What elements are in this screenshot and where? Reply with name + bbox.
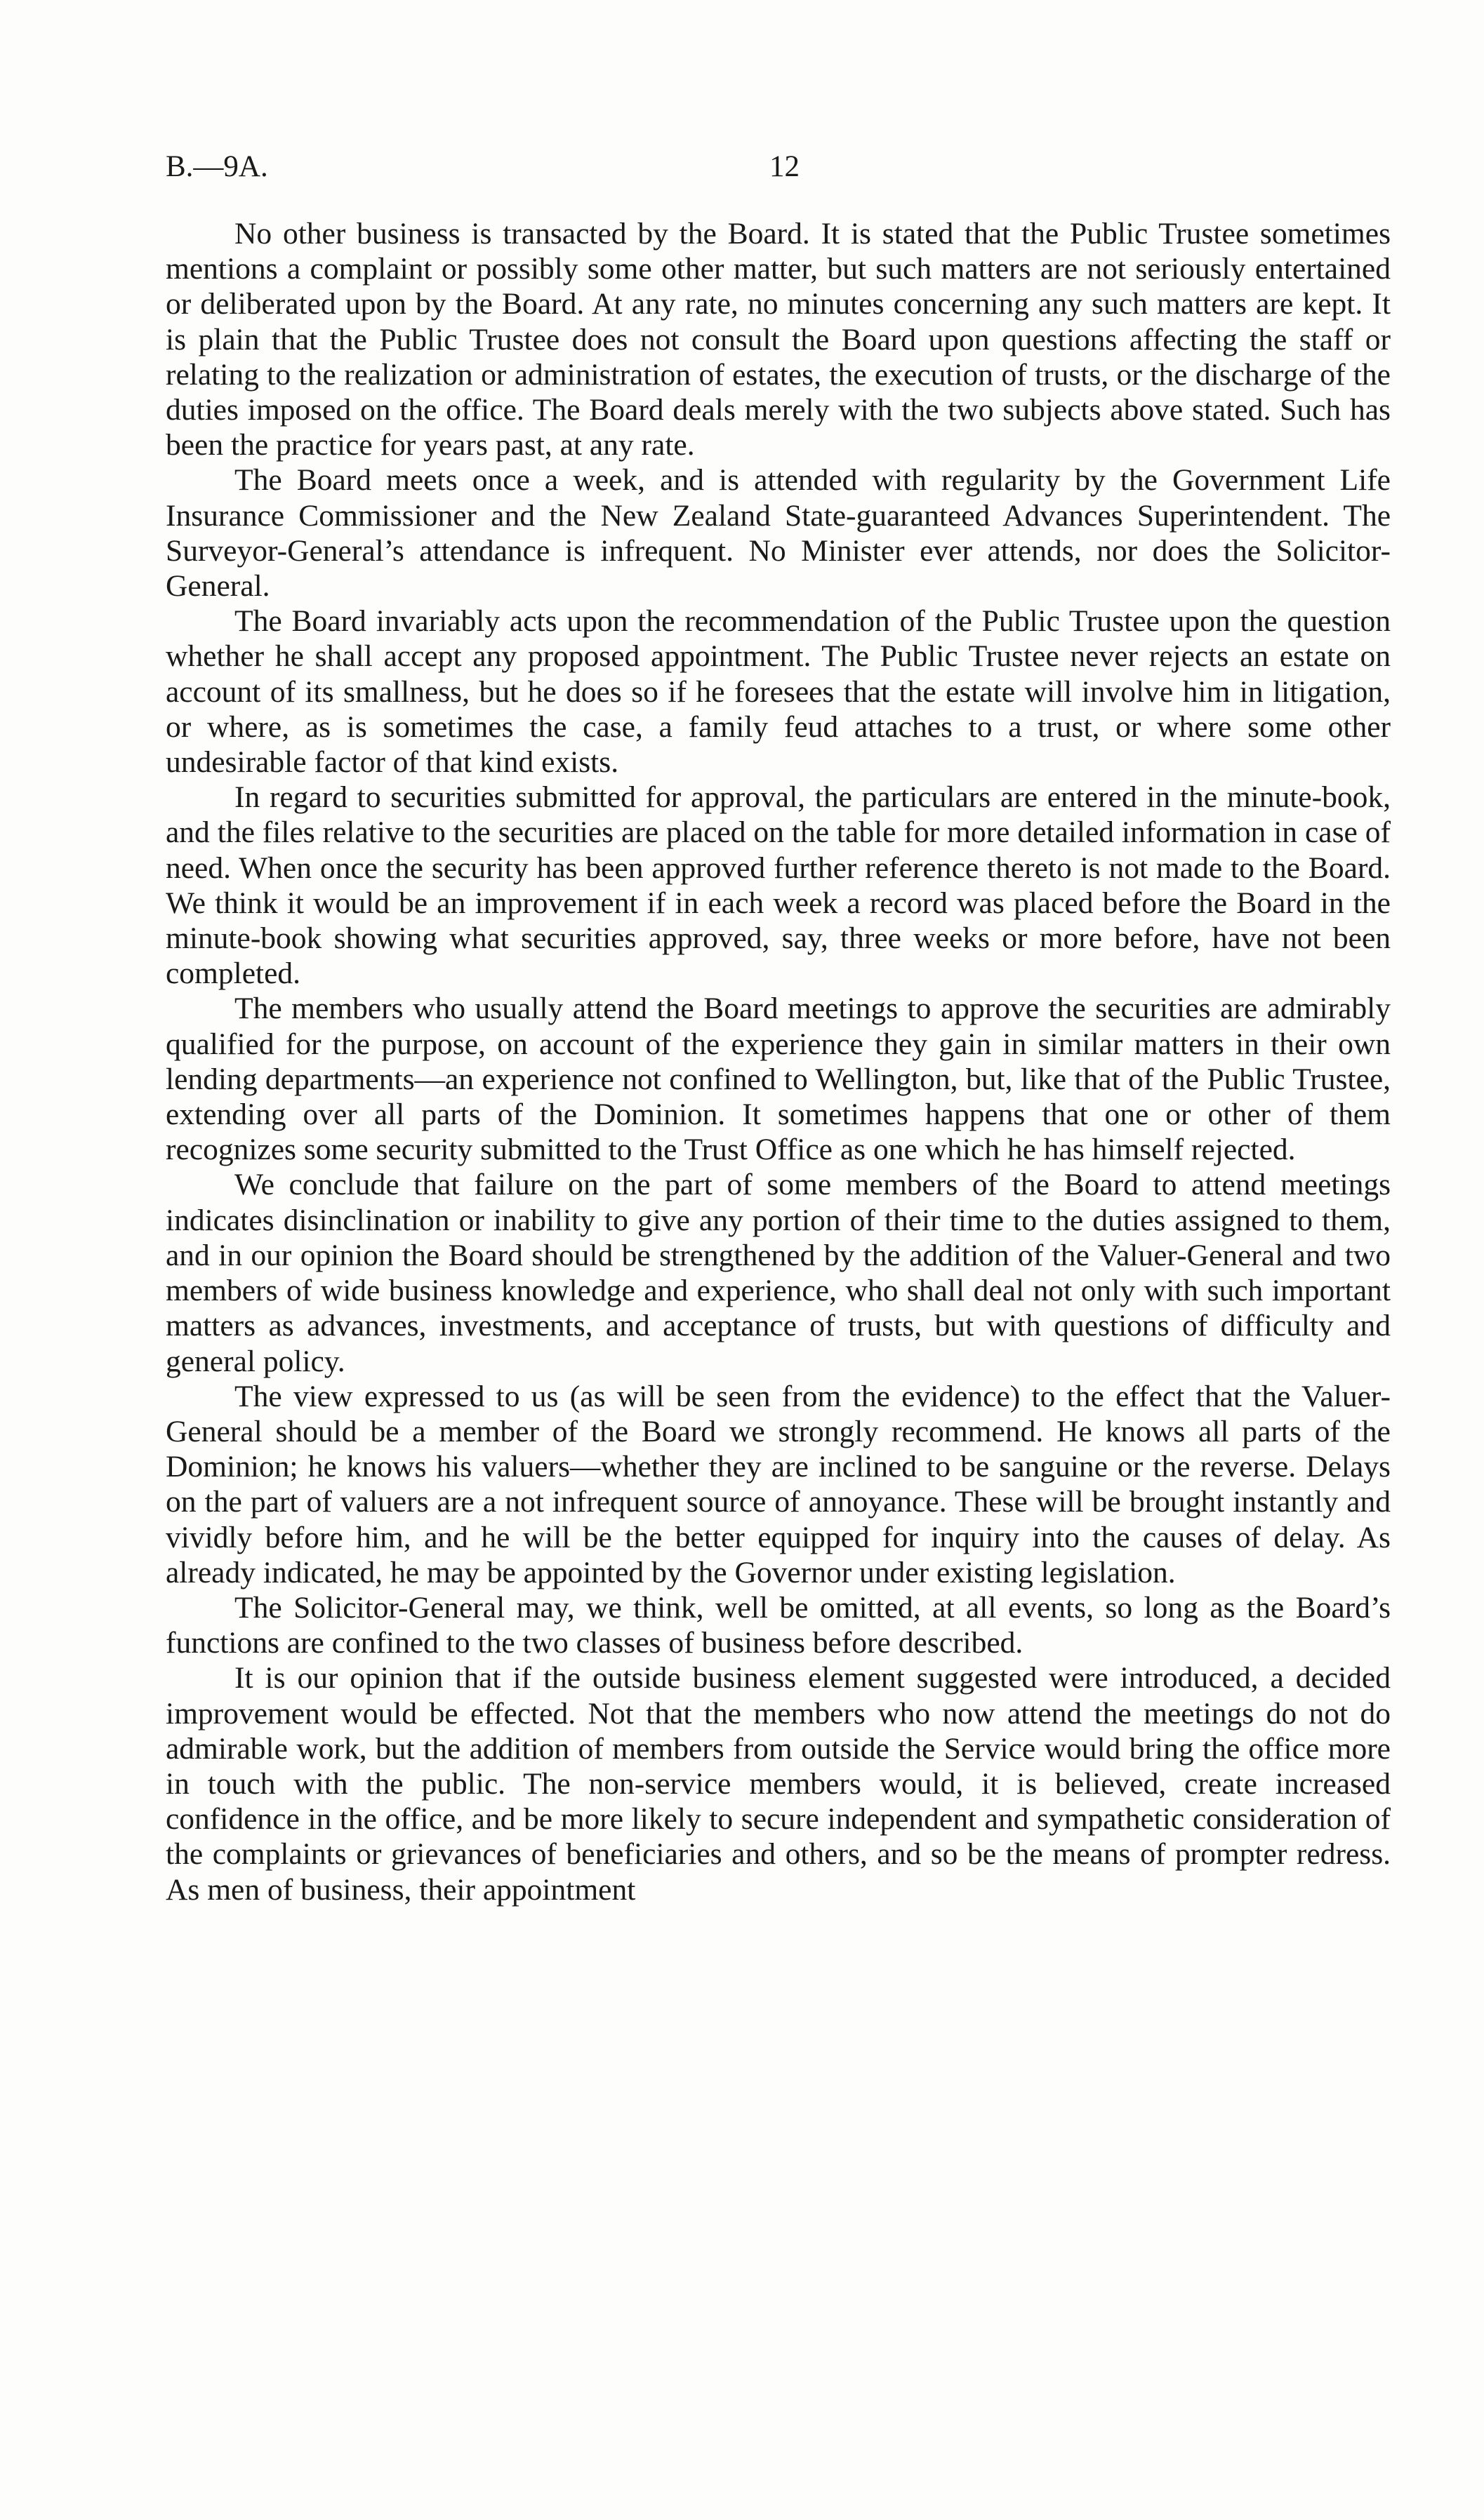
document-reference: B.—9A. <box>166 150 268 183</box>
page-number: 12 <box>769 150 800 183</box>
paragraph: In regard to securities submitted for approval, the particulars are entered in the minute-book, and the files relative to the securities are placed on the table for more detailed information in case of need. When once the security has been approved further reference thereto is not made to the Board. We think it would be an improvement if in each week a record was placed before the Board in the minute-book showing what securities approved, say, three weeks or more before, have not been completed. <box>166 780 1391 991</box>
paragraph: The members who usually attend the Board meetings to approve the securities are admirably qualified for the purpose, on account of the experience they gain in similar matters in their own lending departments—an experience not confined to Wellington, but, like that of the Public Trustee, extending over all parts of the Dominion. It sometimes happens that one or other of them recognizes some security submitted to the Trust Office as one which he has himself rejected. <box>166 992 1391 1167</box>
paragraph: The view expressed to us (as will be seen from the evidence) to the effect that the Valuer-General should be a member of the Board we strongly recommend. He knows all parts of the Dominion; he knows his valuers—whether they are inclined to be sanguine or the reverse. Delays on the part of valuers are a not infrequent source of annoyance. These will be brought instantly and vividly before him, and he will be the better equipped for inquiry into the causes of delay. As already indicated, he may be appointed by the Governor under existing legislation. <box>166 1379 1391 1589</box>
paragraph: The Board meets once a week, and is attended with regularity by the Government Life Insurance Commissioner and the New Zealand State-guaranteed Advances Superintendent. The Surveyor-General’s attendance is infrequent. No Minister ever attends, nor does the Solicitor-General. <box>166 463 1391 604</box>
paragraph: The Board invariably acts upon the recommendation of the Public Trustee upon the question whether he shall accept any proposed appointment. The Public Trustee never rejects an estate on account of its smallness, but he does so if he foresees that the estate will involve him in litigation, or where, as is sometimes the case, a family feud attaches to a trust, or where some other undesirable factor of that kind exists. <box>166 604 1391 780</box>
page-header <box>166 146 1386 188</box>
paragraph: It is our opinion that if the outside business element suggested were introduced, a decided improvement would be effected. Not that the members who now attend the meetings do not do admirable work, but the addition of members from outside the Service would bring the office more in touch with the public. The non-service members would, it is believed, create increased confidence in the office, and be more likely to secure independent and sympathetic consideration of the complaints or grievances of beneficiaries and others, and so be the means of prompter redress. As men of business, their appointment <box>166 1661 1391 1907</box>
paragraph: We conclude that failure on the part of some members of the Board to attend meetings indicates disinclination or inability to give any portion of their time to the duties assigned to them, and in our opinion the Board should be strengthened by the addition of the Valuer-General and two members of wide business knowledge and experience, who shall deal not only with such important matters as advances, investments, and acceptance of trusts, but with questions of difficulty and general policy. <box>166 1168 1391 1378</box>
paragraph: The Solicitor-General may, we think, well be omitted, at all events, so long as the Board’s functions are confined to the two classes of business before described. <box>166 1590 1391 1660</box>
body-text <box>166 216 1391 1907</box>
paragraph: No other business is transacted by the Board. It is stated that the Public Trustee sometimes mentions a complaint or possibly some other matter, but such matters are not seriously entertained or deliberated upon by the Board. At any rate, no minutes concerning any such matters are kept. It is plain that the Public Trustee does not consult the Board upon questions affecting the staff or relating to the realization or administration of estates, the execution of trusts, or the discharge of the duties imposed on the office. The Board deals merely with the two subjects above stated. Such has been the practice for years past, at any rate. <box>166 217 1391 462</box>
